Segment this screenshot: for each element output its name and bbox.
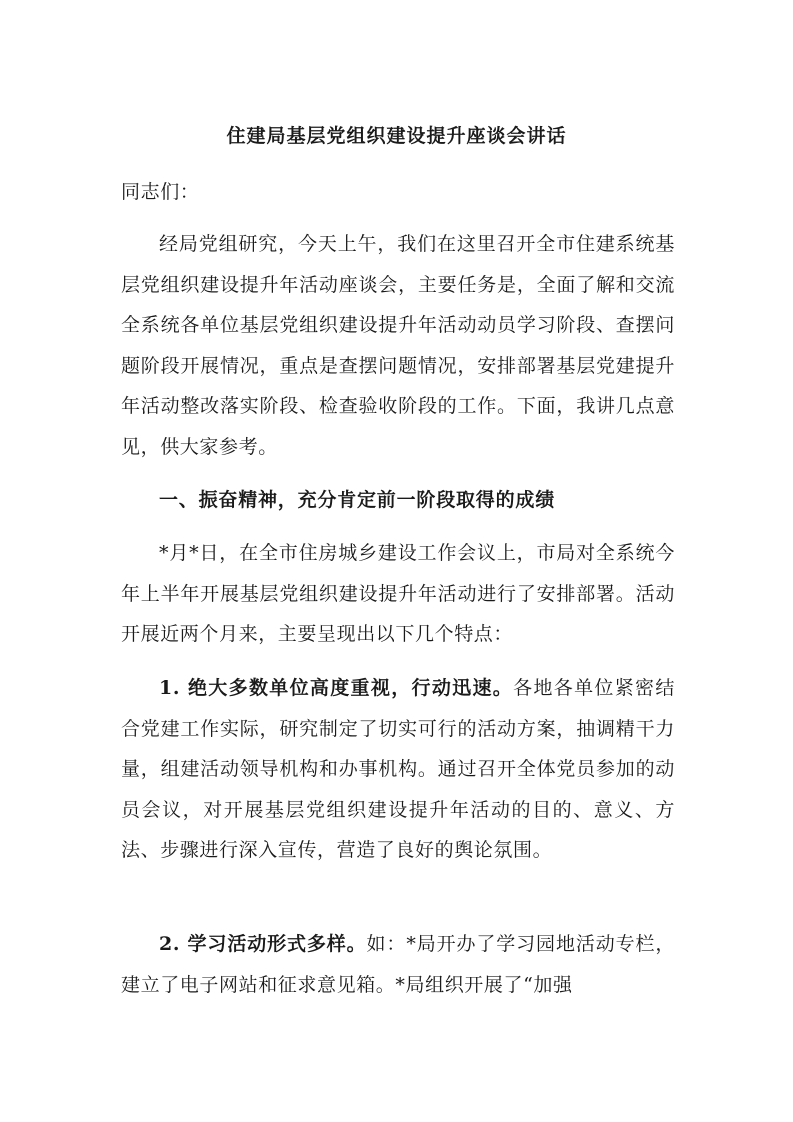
document-title: 住建局基层党组织建设提升座谈会讲话 (226, 125, 567, 147)
salutation: 同志们： (121, 181, 200, 203)
point-2-body: 如：*局开办了学习园地活动专栏，建立了电子网站和征求意见箱。*局组织开展了“加强 (121, 933, 675, 996)
section-heading-1: 一、振奋精神，充分肯定前一阶段取得的成绩 (159, 489, 556, 511)
point-1-paragraph (121, 668, 675, 871)
point-2-paragraph (121, 924, 675, 1005)
point-1-body: 各地各单位紧密结合党建工作实际，研究制定了切实可行的活动方案，抽调精干力量，组建活动领导机构和办事机构。通过召开全体党员参加的动员会议，对开展基层党组织建设提升年活动的目的、意义、方法、步骤进行深入宣传，营造了良好的舆论氛围。 (121, 677, 675, 861)
point-2-lead: 2. 学习活动形式多样。 (159, 933, 367, 955)
point-1-lead: 1. 绝大多数单位高度重视，行动迅速。 (159, 677, 514, 699)
paragraph-intro: 经局党组研究，今天上午，我们在这里召开全市住建系统基层党组织建设提升年活动座谈会，主要任务是，全面了解和交流全系统各单位基层党组织建设提升年活动动员学习阶段、查摆问题阶段开展情况，重点是查摆问题情况，安排部署基层党建提升年活动整改落实阶段、检查验收阶段的工作。下面，我讲几点意见，供大家参考。 (121, 233, 675, 458)
paragraph-background: *月*日，在全市住房城乡建设工作会议上，市局对全系统今年上半年开展基层党组织建设提升年活动进行了安排部署。活动开展近两个月来，主要呈现出以下几个特点： (121, 542, 675, 645)
